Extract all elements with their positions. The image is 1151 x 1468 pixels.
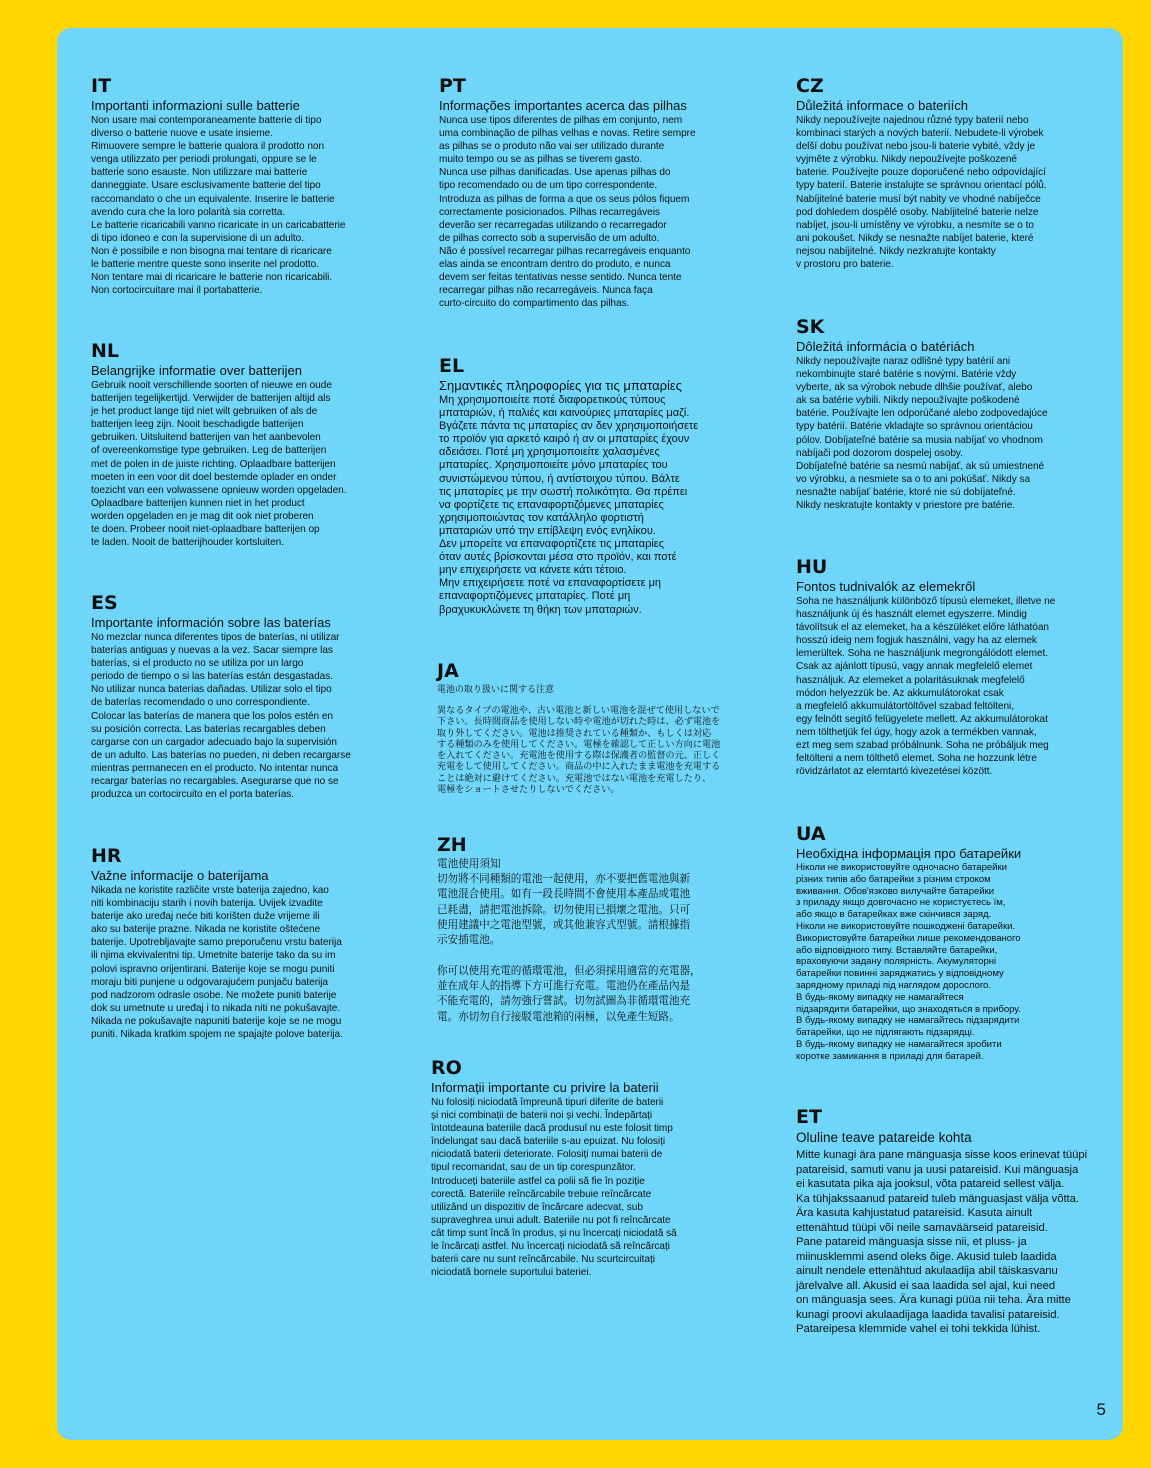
language-code: UA [796, 823, 826, 845]
section-heading: Необхідна інформація про батарейки [796, 846, 1022, 861]
section-ja [437, 660, 737, 795]
language-code: JA [437, 660, 459, 682]
section-nl [91, 340, 376, 549]
language-code: ET [796, 1106, 822, 1128]
section-body: Nu folosiți niciodată împreună tipuri diferite de baterii și nici combinații de baterii noi și vechi. Îndepărtați întotdeauna bateriile dacă produsul nu este folosit timp îndelungat sau dacă bateriile s-au epuizat. Nu folosiți niciodată baterii deteriorate. Folosiți numai baterii de tipul recomandat, sau de un tip corespunzător. Introduceți bateriile astfel ca polii să fie în poziție corectă. Bateriile reîncărcabile trebuie reîncărcate utilizând un dispozitiv de încărcare adecvat, sub supraveghrea unui adult. Bateriile nu pot fi reîncărcate cât timp sunt încă în produs, și nu încercați niciodată să le încărcați astfel. Nu încercați niciodată să reîncărcați baterii care nu sunt reîncărcabile. Nu scurtcircuitați niciodată bornele suportului bateriei. [431, 1097, 677, 1279]
section-heading: 電池使用須知 [437, 858, 501, 870]
language-code: IT [91, 75, 112, 97]
section-body: Gebruik nooit verschillende soorten of nieuwe en oude batterijen tegelijkertijd. Verwijder de batterijen altijd als je het product lange tijd niet wilt gebruiken of als de batterijen leeg zijn. Nooit beschadigde batterijen gebruiken. Uitsluitend batterijen van het aanbevolen of overeenkomstige type gebruiken. Leg de batterijen met de polen in de juiste richting. Oplaadbare batterijen moeten in een voor dit doel bestemde oplader en onder toezicht van een volwassene opnieuw worden opgeladen. Oplaadbare batterijen kunnen niet in het product worden opgeladen en je mag dit ook niet proberen te doen. Probeer nooit niet-oplaadbare batterijen op te laden. Nooit de batterijhouder kortsluiten. [91, 380, 347, 549]
section-heading: Σημαντικές πληροφορίες για τις μπαταρίες [439, 378, 682, 393]
section-body: 切勿將不同種類的電池一起使用，亦不要把舊電池與新 電池混合使用。如有一段長時間不會使用本產品或電池 已耗盡，請把電池拆除。切勿使用已損壞之電池。只可 使用建議中之電池型號，或其他兼容式型號。請根據指 示安插電池。 你可以使用充電的循環電池，但必須採用適當的充電器， 並在成年人的指導下方可進行充電。電池仍在產品內是 不能充電的，請勿強行嘗試。切勿試圖為非循環電池充 電。亦切勿自行接駁電池箱的兩極，以免產生短路。 [437, 873, 701, 1023]
column-middle-pt [439, 75, 724, 310]
column-middle-zh [437, 834, 737, 1025]
section-heading: Důležitá informace o bateriích [796, 98, 968, 113]
language-code: ES [91, 592, 118, 614]
section-ua [796, 823, 1096, 1063]
column-right-hu [796, 556, 1096, 778]
column-left-nl [91, 340, 376, 549]
section-pt [439, 75, 724, 310]
section-et [796, 1106, 1106, 1337]
section-heading: Oluline teave patareide kohta [796, 1130, 972, 1145]
section-body: Soha ne használjunk különböző típusú elemeket, illetve ne használjunk új és használt elemet egyszerre. Mindig távolítsuk el az elemeket, ha a készüléket előre láthatóan hosszú ideig nem fogjuk használni, vagy ha az elemek lemerültek. Soha ne használjunk megrongálódott elemet. Csak az ajánlott típusú, vagy annak megfelelő elemet használjuk. Az elemeket a polaritásuknak megfelelő módon helyezzük be. Az akkumulátorokat csak a megfelelő akkumulátortöltővel szabad feltölteni, egy felnőtt segítő felügyelete mellett. Az akkumulátorokat nem tölthetjük fel úgy, hogy azok a termékben vannak, ezt meg sem szabad próbálnunk. Soha ne próbáljuk meg feltölteni a nem tölthető elemet. Soha ne hozzunk létre rövidzárlatot az elemtartó kivezetései között. [796, 596, 1056, 778]
section-heading: Dôležitá informácia o batériách [796, 339, 975, 354]
section-body: 異なるタイプの電池や、古い電池と新しい電池を混ぜて使用しないで 下さい。長時間商品を使用しない時や電池が切れた時は、必ず電池を 取り外してください。電池は推奨されている種類か、もしくは対応 する種類のみを使用してください。電極を確認して正しい方向に電池 を入れてください。充電池を使用する際は保護者の監督の元、正しく 充電をして使用してください。商品の中に入れたまま電池を充電する ことは絶対に避けてください。充電池ではない電池を充電したり、 電極をショートさせたりしないでください。 [437, 705, 721, 795]
section-body: Nunca use tipos diferentes de pilhas em conjunto, nem uma combinação de pilhas velhas e novas. Retire sempre as pilhas se o produto não vai ser utilizado durante muito tempo ou se as pilhas se tiverem gasto. Nunca use pilhas danificadas. Use apenas pilhas do tipo recomendado ou de um tipo correspondente. Introduza as pilhas de forma a que os seus pólos fiquem correctamente posicionados. Pilhas recarregáveis deverão ser recarregadas utilizando o recarregador de pilhas correcto sob a supervisão de um adulto. Não é possível recarregar pilhas recarregáveis enquanto elas ainda se encontram dentro do produto, e nunca devem ser feitas tentativas nesse sentido. Nunca tente recarregar pilhas não recarregáveis. Nunca faça curto-circuito do compartimento das pilhas. [439, 115, 696, 310]
section-heading: Informações importantes acerca das pilhas [439, 98, 687, 113]
section-heading: Fontos tudnivalók az elemekről [796, 579, 976, 594]
language-code: CZ [796, 75, 824, 97]
section-body: Mitte kunagi ära pane mänguasja sisse koos erinevat tüüpi patareisid, samuti vanu ja uusi patareisid. Kui mänguasja ei kasutata pika aja jooksul, võta patareid sellest välja. Ka tühjakssaanud patareid tuleb mänguasjast välja võtta. Ära kasuta kahjustatud patareisid. Kasuta ainult ettenähtud tüüpi või neile samaväärseid patareisid. Pane patareid mänguasja sisse nii, et pluss- ja miinusklemmi asend oleks õige. Akusid tuleb laadida ainult nendele ettenähtud akulaadija abil täiskasvanu järelvalve all. Akusid ei saa laadida sel ajal, kui need on mänguasja sees. Ära kunagi püüa nii teha. Ära mitte kunagi proovi akulaadijaga laadida tavalisi patareisid. Patareipesa klemmide vahel ei tohi tekkida lühist. [796, 1149, 1088, 1335]
section-heading: 電池の取り扱いに関する注意 [437, 684, 555, 694]
section-sk [796, 316, 1096, 512]
language-code: PT [439, 75, 466, 97]
section-heading: Važne informacije o baterijama [91, 868, 269, 883]
section-it [91, 75, 376, 297]
language-code: HU [796, 556, 828, 578]
section-heading: Belangrijke informatie over batterijen [91, 363, 302, 378]
section-body: Ніколи не використовуйте одночасно батарейки різних типів або батарейки з різним строком вживання. Обов'язково вилучайте батарейки з приладу якщо довгочасно не користуєтесь їм, або якщо в батарейках вже скінчився заряд. Ніколи не використовуйте пошкоджені батарейки. Використовуйте батарейки лише рекомендованого або відповідного типу. Вставляйте батарейки, враховуючи задану полярність. Акумуляторні батарейки повинні заряджатись у відповідному зарядному приладі під наглядом дорослого. В будь-якому випадку не намагайтеся підзарядити батарейки, що знаходяться в прибору. В будь-якому випадку не намагайтесь підзарядити батарейки, що не підлягають підзарядці. В будь-якому випадку не намагайтеся зробити коротке замикання в приладі для батарей. [796, 862, 1021, 1062]
section-hu [796, 556, 1096, 778]
section-heading: Importanti informazioni sulle batterie [91, 98, 300, 113]
column-right-sk [796, 316, 1096, 512]
section-el [439, 355, 749, 617]
language-code: HR [91, 845, 122, 867]
section-body: Nikdy nepoužívejte najednou různé typy baterií nebo kombinaci starých a nových baterií. Nebudete-li výrobek delší dobu používat nebo jsou-li baterie vybité, vždy je vyjměte z výrobku. Nikdy nepoužívejte poškozené baterie. Používejte pouze doporučené nebo odpovídající typy baterií. Baterie instalujte se správnou orientací pólů. Nabíjitelné baterie musí být nabity ve vhodné nabíječce pod dohledem dospělé osoby. Nabíjitelné baterie nelze nabíjet, jsou-li umístěny ve výrobku, a nesmíte se o to ani pokoušet. Nikdy se nesnažte nabíjet baterie, které nejsou nabíjitelné. Nikdy nezkratujte kontakty v prostoru pro baterie. [796, 115, 1047, 271]
column-left-hr [91, 845, 376, 1041]
language-code: NL [91, 340, 120, 362]
section-body: No mezclar nunca diferentes tipos de baterías, ni utilizar baterías antiguas y nuevas a la vez. Sacar siempre las baterías, si el producto no se utiliza por un largo periodo de tiempo o si las baterías están desgastadas. No utilizar nunca baterías dañadas. Utilizar solo el tipo de baterías recomendado o uno correspondiente. Colocar las baterías de manera que los polos estén en su posición correcta. Las baterías recargables deben cargarse con un cargador adecuado bajo la supervisión de un adulto. Las baterías no pueden, ni deben recargarse mientras permanecen en el producto. No intentar nunca recargar baterías no recargables. Asegurarse que no se produzca un cortocircuito en el porta baterías. [91, 632, 351, 801]
column-middle-ja [437, 660, 737, 795]
language-code: EL [439, 355, 465, 377]
column-right-cz [796, 75, 1096, 271]
column-right-et [796, 1106, 1106, 1337]
section-body: Nikdy nepoužívajte naraz odlišné typy batérií ani nekombinujte staré batérie s novými. Batérie vždy vyberte, ak sa výrobok nebude dlhšie používať, alebo ak sa batérie vybili. Nikdy nepoužívajte poškodené batérie. Používajte len odporúčané alebo zodpovedajúce typy batérií. Batérie vkladajte so správnou orientáciou pólov. Dobíjateľné batérie sa musia nabíjať vo vhodnom nabíjači pod dozorom dospelej osoby. Dobíjateľné batérie sa nesmú nabíjať, ak sú umiestnené vo výrobku, a nesmiete sa o to ani pokúšať. Nikdy sa nesnažte nabíjať batérie, ktoré nie sú dobíjateľné. Nikdy neskratujte kontakty v priestore pre batérie. [796, 356, 1048, 512]
column-right-ua [796, 823, 1096, 1063]
section-body: Μη χρησιμοποιείτε ποτέ διαφορετικούς τύπους μπαταριών, ή παλιές και καινούριες μπαταρίες μαζί. Βγάζετε πάντα τις μπαταρίες αν δεν χρησιμοποιήσετε το προϊόν για αρκετό καιρό ή αν οι μπαταρίες έχουν αδειάσει. Ποτέ μη χρησιμοποιείτε χαλασμένες μπαταρίες. Χρησιμοποιείτε μόνο μπαταρίες του συνιστώμενου τύπου, ή αντίστοιχου τύπου. Βάλτε τις μπαταρίες με την σωστή πολικότητα. Θα πρέπει να φορτίζετε τις επαναφορτιζόμενες μπαταρίες χρησιμοποιώντας τον κατάλληλο φορτιστή μπαταριών υπό την επίβλεψη ενός ενηλίκου. Δεν μπορείτε να επαναφορτίζετε τις μπαταρίες όταν αυτές βρίσκονται μέσα στο προϊόν, και ποτέ μην επιχειρήσετε να κάνετε κάτι τέτοιο. Μην επιχειρήσετε ποτέ να επαναφορτίσετε μη επαναφορτιζόμενες μπαταρίες. Ποτέ μη βραχυκυκλώνετε τη θήκη των μπαταριών. [439, 394, 699, 616]
column-left [91, 75, 376, 297]
language-code: ZH [437, 834, 467, 856]
column-left-es [91, 592, 376, 801]
section-hr [91, 845, 376, 1041]
language-code: SK [796, 316, 825, 338]
section-body: Non usare mai contemporaneamente batterie di tipo diverso o batterie nuove e usate insieme. Rimuovere sempre le batterie qualora il prodotto non venga utilizzato per periodi prolungati, oppure se le batterie sono esauste. Non utilizzare mai batterie danneggiate. Usare esclusivamente batterie del tipo raccomandato o che un equivalente. Inserire le batterie avendo cura che la loro polarità sia corretta. Le batterie ricaricabili vanno ricaricate in un caricabatterie di tipo idoneo e con la supervisione di un adulto. Non è possibile e non bisogna mai tentare di ricaricare le batterie mentre queste sono inserite nel prodotto. Non tentare mai di ricaricare le batterie non ricaricabili. Non cortocircuitare mai il portabatterie. [91, 115, 346, 297]
section-ro [431, 1057, 731, 1279]
column-middle-ro [431, 1057, 731, 1279]
section-heading: Informații importante cu privire la baterii [431, 1080, 659, 1095]
section-heading: Importante información sobre las baterías [91, 615, 331, 630]
section-body: Nikada ne koristite različite vrste baterija zajedno, kao niti kombinaciju starih i novih baterija. Uvijek izvadite baterije ako uređaj neće biti korišten duže vrijeme ili ako su baterije prazne. Nikada ne koristite oštećene baterije. Upotrebljavajte samo preporučenu vrstu baterija ili njima ekvivalentni tip. Umetnite baterije tako da su im polovi ispravno orijentirani. Baterije koje se mogu puniti moraju biti punjene u odgovarajućem punjaču baterija pod nadzorom odrasle osobe. Ne možete puniti baterije dok su umetnute u uređaj i to nikada niti ne pokušavajte. Nikada ne pokušavajte napuniti baterije koje se ne mogu puniti. Nikada kratkim spojem ne spajajte polove baterija. [91, 885, 343, 1041]
section-cz [796, 75, 1096, 271]
language-code: RO [431, 1057, 462, 1079]
section-zh [437, 834, 737, 1025]
column-middle-el [439, 355, 749, 617]
section-es [91, 592, 376, 801]
page-number: 5 [1096, 1400, 1106, 1419]
